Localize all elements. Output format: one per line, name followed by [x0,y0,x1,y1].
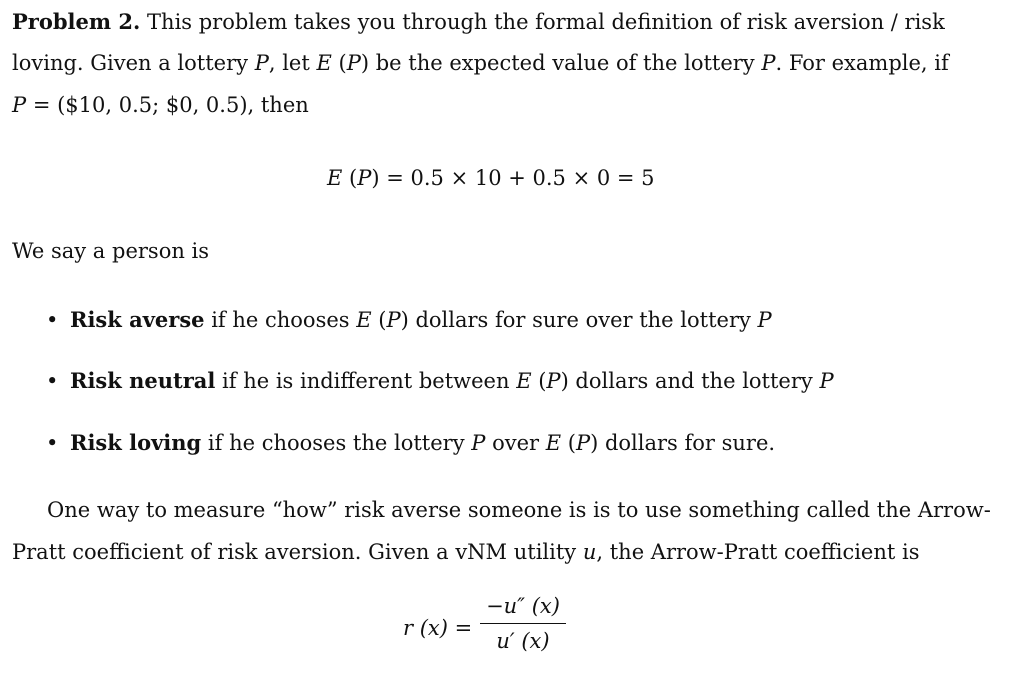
bullet-risk-loving [46,432,775,454]
fraction-numerator: −u″ (x) [486,594,560,618]
math-E: E [316,51,332,75]
bullet-text: ) dollars for sure. [590,431,776,455]
problem-text-2a: loving. Given a lottery [12,51,249,75]
bullet-term: Risk neutral [70,368,216,393]
problem-text-2e: . For example, if [775,51,949,75]
problem-heading: Problem 2. [12,9,141,34]
bullet-text: if he chooses [204,308,357,332]
math-P: P [471,431,486,455]
problem-text-2d: ) be the expected value of the lottery [360,51,755,75]
math-u: u [582,540,597,564]
math-P: P [757,308,772,332]
paragraph-text: , the Arrow-Pratt coefficient is [596,540,920,564]
math-P: P [12,93,27,117]
bullet-dot: • [46,308,59,332]
math-P: P [346,51,361,75]
bullet-risk-averse [46,309,772,331]
paragraph-line-1: One way to measure “how” risk averse someone is is to use something called the Arrow- [47,498,991,522]
math-P: P [575,431,591,455]
paren-open: ( [342,166,358,190]
paren-open: ( [371,308,387,332]
math-E: E [545,431,562,455]
paren-open: ( [338,51,347,75]
math-P: P [546,369,561,393]
lottery-definition: = ($10, 0.5; $0, 0.5), then [26,93,309,117]
problem-text-1: This problem takes you through the formal definition of risk aversion / risk [147,10,945,34]
bullet-term: Risk averse [70,307,205,332]
bullet-text: ) dollars for sure over the lottery [400,308,758,332]
problem-line-3 [12,95,309,116]
bullet-dot: • [46,431,59,455]
intro-text: We say a person is [12,239,210,263]
math-P: P [254,51,269,75]
bullet-text: if he is indifferent between [215,369,517,393]
bullet-dot: • [46,369,59,393]
bullet-text: over [485,431,546,455]
math-P: P [819,369,834,393]
bullet-text: if he chooses the lottery [201,431,472,455]
paragraph-line-2 [12,542,920,563]
math-E: E [356,308,372,332]
problem-text-2b: , let [268,51,310,75]
bullet-text: ) dollars and the lottery [560,369,820,393]
problem-line-2 [12,53,949,74]
paren-open: ( [531,369,547,393]
arrow-pratt-fraction [478,596,568,652]
math-P: P [386,308,401,332]
math-E: E [516,369,532,393]
bullet-risk-neutral [46,370,834,392]
math-P: P [761,51,776,75]
arrow-pratt-lhs: r (x) = [403,616,473,640]
equation-rhs: ) = 0.5 × 10 + 0.5 × 0 = 5 [371,166,655,190]
paren-open: ( [561,431,576,455]
expected-value-equation [327,168,655,189]
fraction-denominator: u′ (x) [496,629,550,653]
paragraph-text: Pratt coefficient of risk aversion. Given a vNM utility [12,540,577,564]
problem-line-1 [12,11,945,33]
math-P: P [357,166,372,190]
math-E: E [327,166,343,190]
bullet-term: Risk loving [70,430,202,455]
